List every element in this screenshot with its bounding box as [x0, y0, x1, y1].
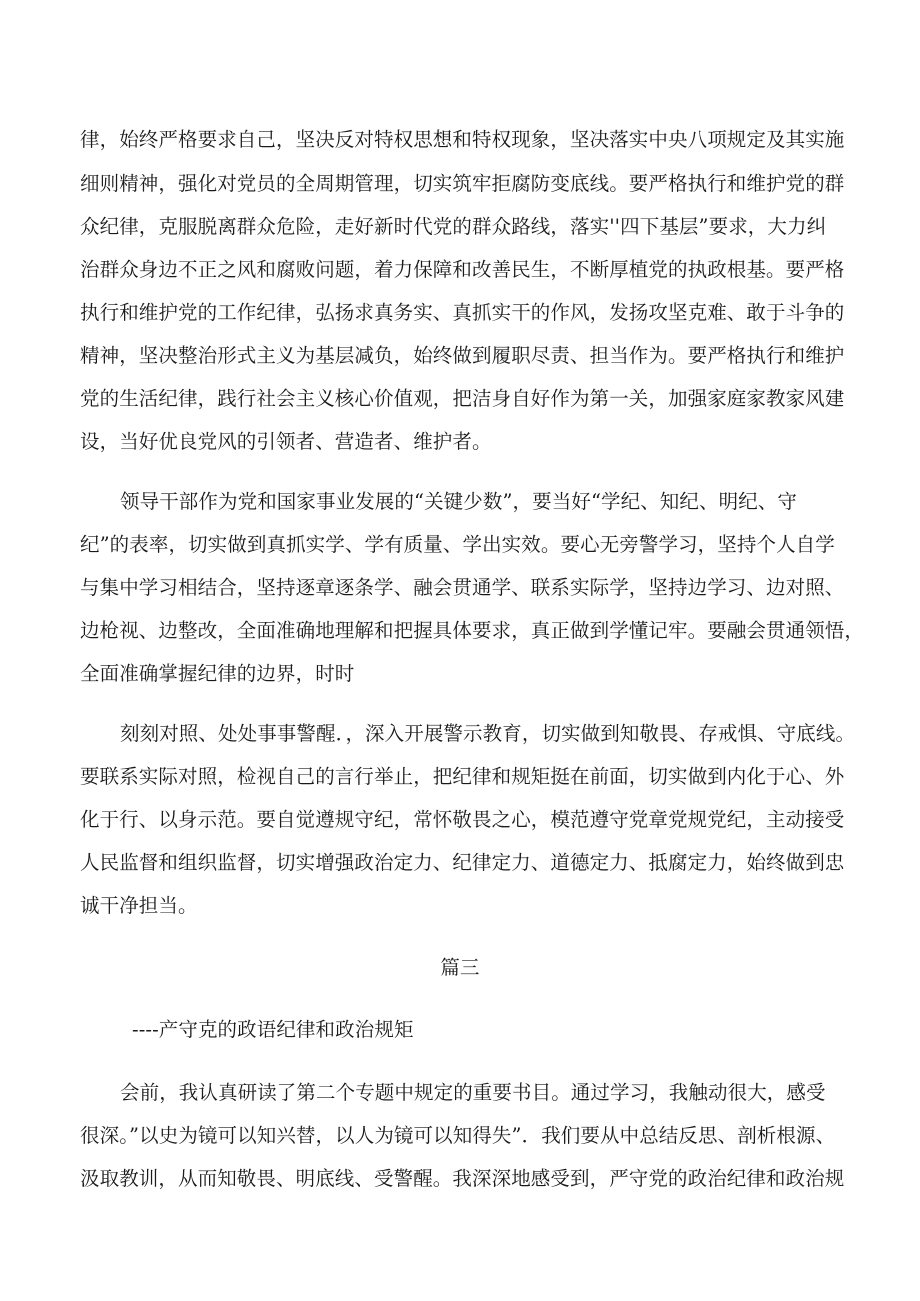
paragraph-2-line-4: 边枪视、边整改，全面准确地理解和把握具体要求，真正做到学懂记牢。要融会贯通领悟， [80, 619, 865, 642]
paragraph-2-line-1: 领导干部作为党和国家事业发展的“关键少数”，要当好“学纪、知纪、明纪、守 [120, 490, 798, 513]
paragraph-4-line-3: 汲取教训，从而知敬畏、明底线、受警醒。我深深地感受到，严守党的政治纪律和政治规 [80, 1167, 845, 1190]
paragraph-1-line-4: 治群众身边不正之风和腐败问题，着力保障和改善民生，不断厚植党的执政根基。要严格 [80, 258, 845, 281]
paragraph-1-line-7: 党的生活纪律，践行社会主义核心价值观，把洁身自好作为第一关，加强家庭家教家风建 [80, 387, 845, 410]
paragraph-1-line-2: 细则精神，强化对党员的全周期管理，切实筑牢拒腐防变底线。要严格执行和维护党的群 [80, 172, 845, 195]
paragraph-1-line-8: 设，当好优良党风的引领者、营造者、维护者。 [80, 430, 492, 453]
paragraph-2-line-5: 全面准确掌握纪律的边界，时时 [80, 662, 355, 685]
paragraph-1-line-6: 精神，坚决整治形式主义为基层减负，始终做到履职尽责、担当作为。要严格执行和维护 [80, 344, 845, 367]
paragraph-3-line-3: 化于行、以身示范。要自觉遵规守纪，常怀敬畏之心，模范遵守党章党规党纪，主动接受 [80, 808, 845, 831]
paragraph-3-line-4: 人民监督和组织监督，切实增强政治定力、纪律定力、道德定力、抵腐定力，始终做到忠 [80, 851, 845, 874]
paragraph-4-line-1: 会前，我认真研读了第二个专题中规定的重要书目。通过学习，我触动很大，感受 [120, 1081, 826, 1104]
paragraph-1-line-1: 律，始终严格要求自己，坚决反对特权思想和特权现象，坚决落实中央八项规定及其实施 [80, 128, 845, 151]
section-heading: 篇三 [440, 956, 480, 979]
paragraph-3-line-5: 诚干净担当。 [80, 894, 198, 917]
paragraph-3-line-2: 要联系实际对照，检视自己的言行举止，把纪律和规矩挺在前面，切实做到内化于心、外 [80, 765, 845, 788]
section-subheading: ----产守克的政语纪律和政治规矩 [132, 1018, 414, 1041]
paragraph-2-line-2: 纪”的表率，切实做到真抓实学、学有质量、学出实效。要心无旁警学习，坚持个人自学 [80, 533, 835, 556]
paragraph-1-line-5: 执行和维护党的工作纪律，弘扬求真务实、真抓实干的作风，发扬攻坚克难、敢于斗争的 [80, 301, 845, 324]
paragraph-1-line-3: 众纪律，克服脱离群众危险，走好新时代党的群众路线，落实''四下基层”要求，大力纠 [80, 215, 827, 238]
paragraph-2-line-3: 与集中学习相结合，坚持逐章逐条学、融会贯通学、联系实际学，坚持边学习、边对照、 [80, 576, 845, 599]
paragraph-3-line-1: 刻刻对照、处处事事警醒．，深入开展警示教育，切实做到知敬畏、存戒惧、守底线。 [120, 722, 856, 745]
paragraph-4-line-2: 很深。”以史为镜可以知兴替，以人为镜可以知得失”．我们要从中总结反思、剖析根源、 [80, 1124, 836, 1147]
